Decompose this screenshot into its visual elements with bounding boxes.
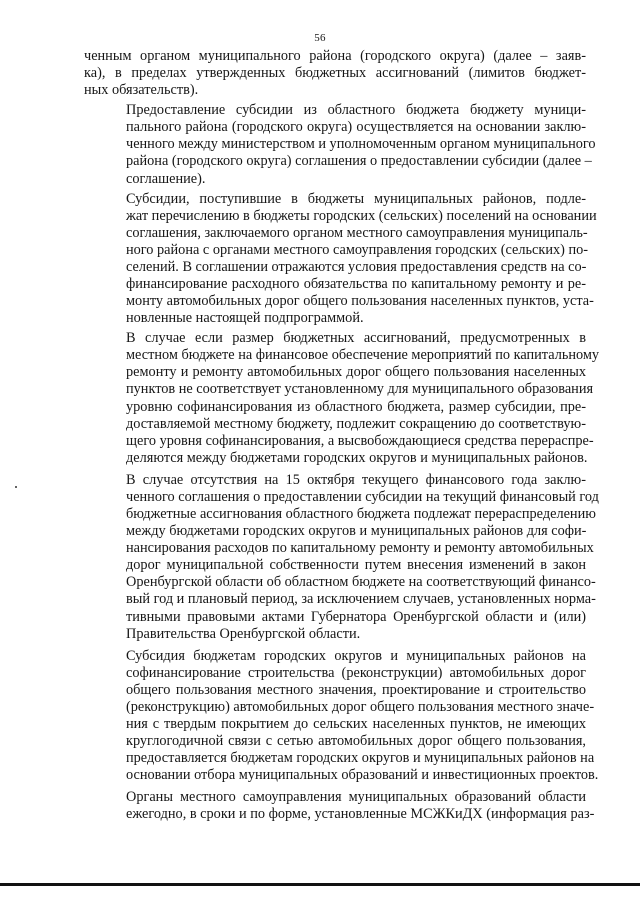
text-line: ченным органом муниципального района (городского округа) (далее – заяв- (84, 48, 586, 64)
text-line: монту автомобильных дорог общего пользования населенных пунктов, уста- (126, 293, 594, 310)
text-line: финансирование расходного обязательства по капитальному ремонту и ре- (126, 276, 586, 293)
text-line: софинансирование строительства (реконструкции) автомобильных дорог (126, 664, 586, 681)
text-line: ка), в пределах утвержденных бюджетных ассигнований (лимитов бюджет- (84, 65, 586, 82)
text-line: ежегодно, в сроки и по форме, установленные МСЖКиДХ (информация раз- (126, 806, 595, 823)
text-line: вый год и плановый период, за исключением случаев, установленных норма- (126, 591, 596, 608)
text-line: предоставляется бюджетам городских округов и муниципальных районов на (126, 750, 595, 767)
text-line: пунктов не соответствует установленному для муниципального образования (126, 381, 594, 398)
text-line: Предоставление субсидии из областного бюджета бюджету муници- (126, 102, 586, 119)
text-line: уровню софинансирования из областного бюджета, размер субсидии, пре- (126, 398, 586, 415)
margin-speck (15, 486, 17, 488)
text-line: соглашения, заключаемого органом местного самоуправления муниципаль- (126, 224, 588, 241)
text-line: щего уровня софинансирования, а высвобождающиеся средства перераспре- (126, 432, 594, 449)
text-line: ния с твердым покрытием до сельских населенных пунктов, не имеющих (126, 715, 586, 732)
text-line: ных обязательств). (84, 82, 199, 99)
text-line: между бюджетами городских округов и муниципальных районов для софи- (126, 523, 587, 540)
page-number: 56 (314, 32, 326, 44)
text-line: Органы местного самоуправления муниципальных образований области (126, 789, 586, 806)
text-line: доставляемой местному бюджету, подлежит сокращению до соответствую- (126, 415, 586, 432)
paragraph-october-redistribution (84, 471, 599, 643)
text-line: Оренбургской области об областном бюджете на соответствующий финансо- (126, 574, 596, 591)
text-line: нансирования расходов по капитальному ремонту и ремонту автомобильных (126, 540, 594, 557)
text-line: дорог муниципальной собственности путем внесения изменений в закон (126, 557, 586, 574)
text-line: пального района (городского округа) осуществляется на основании заклю- (126, 119, 586, 136)
text-line: селений. В соглашении отражаются условия предоставления средств на со- (126, 258, 587, 275)
text-line: новленные настоящей подпрограммой. (126, 310, 364, 327)
text-line: Субсидия бюджетам городских округов и муниципальных районов на (126, 647, 586, 664)
text-line: района (городского округа) соглашения о предоставлении субсидии (далее – (126, 153, 592, 170)
text-line: местном бюджете на финансовое обеспечение мероприятий по капитальному (126, 347, 600, 364)
text-line: Субсидии, поступившие в бюджеты муниципальных районов, подле- (126, 190, 586, 207)
text-line: ремонту и ремонту автомобильных дорог общего пользования населенных (126, 364, 586, 381)
text-line: круглогодичной связи с сетью автомобильных дорог общего пользования, (126, 733, 586, 750)
text-line: общего пользования местного значения, проектирование и строительство (126, 681, 586, 698)
document-body (84, 48, 600, 823)
text-line: В случае если размер бюджетных ассигнований, предусмотренных в (126, 330, 586, 347)
text-line: основании отбора муниципальных образований и инвестиционных проектов. (126, 767, 599, 784)
text-line: тивными правовыми актами Губернатора Оренбургской области и (или) (126, 608, 586, 625)
paragraph-settlement-transfer (84, 190, 597, 328)
text-line: жат перечислению в бюджеты городских (сельских) поселений на основании (126, 207, 597, 224)
text-line: ченного между министерством и уполномоченным органом муниципального (126, 136, 596, 153)
text-line: В случае отсутствия на 15 октября текущего финансового года заклю- (126, 471, 586, 488)
text-line: ченного соглашения о предоставлении субсидии на текущий финансовый год (126, 488, 599, 505)
paragraph-construction-subsidy (84, 647, 599, 785)
text-line: бюджетные ассигнования областного бюджета подлежат перераспределению (126, 506, 596, 523)
text-line: Правительства Оренбургской области. (126, 625, 361, 642)
text-line: (реконструкцию) автомобильных дорог общего пользования местного значе- (126, 698, 595, 715)
text-line: ного района с органами местного самоуправления городских (сельских) по- (126, 241, 589, 258)
footer-rule (0, 883, 640, 886)
paragraph-subsidy-agreement (84, 102, 596, 187)
paragraph-continued-application (84, 48, 586, 99)
text-line: соглашение). (126, 170, 206, 187)
paragraph-local-authorities (84, 789, 595, 823)
paragraph-cofinancing-reduction (84, 330, 600, 467)
text-line: деляются между бюджетами городских округов и муниципальных районов. (126, 449, 588, 466)
